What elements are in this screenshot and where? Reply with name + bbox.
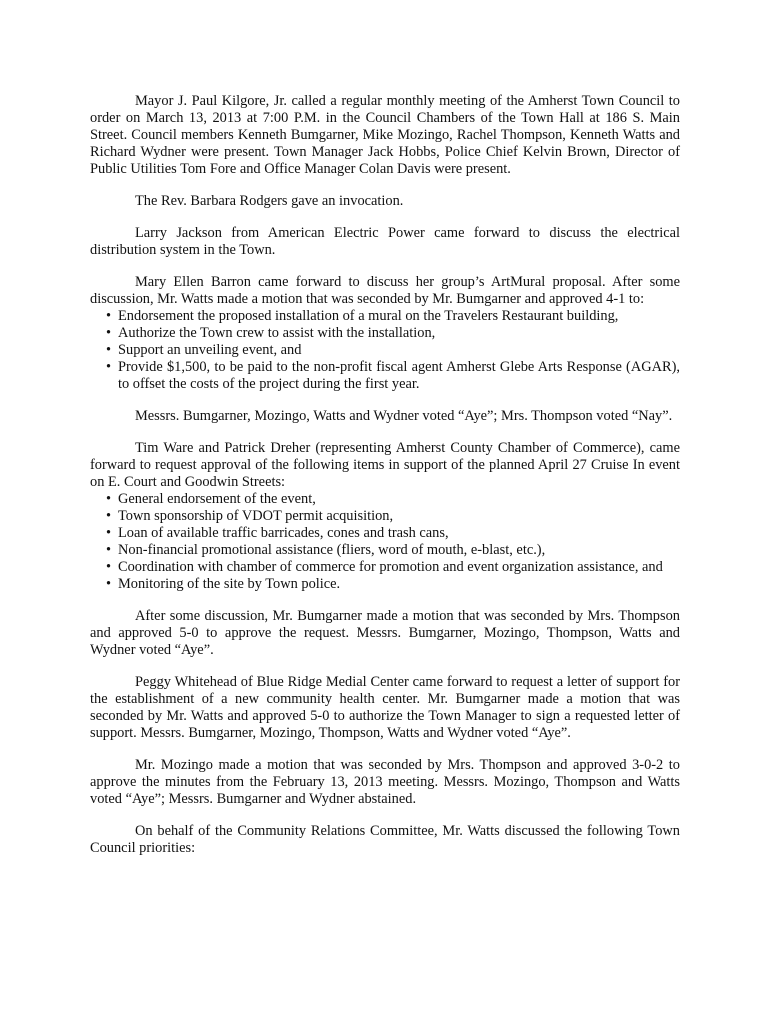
paragraph-community-relations: On behalf of the Community Relations Committee, Mr. Watts discussed the following Town Council priorities: — [90, 823, 680, 856]
paragraph-cruise-in-vote: After some discussion, Mr. Bumgarner made a motion that was seconded by Mrs. Thompson and approved 5-0 to approve the request. Messrs. Bumgarner, Mozingo, Thompson, Watts and Wydner voted “Aye”. — [90, 608, 680, 658]
list-item: • Loan of available traffic barricades, cones and trash cans, — [118, 525, 680, 542]
list-item: • Provide $1,500, to be paid to the non-profit fiscal agent Amherst Glebe Arts Response (AGAR), to offset the costs of the project during the first year. — [118, 359, 680, 393]
list-item: • Support an unveiling event, and — [118, 342, 680, 359]
list-item: • Town sponsorship of VDOT permit acquisition, — [118, 508, 680, 525]
paragraph-artmural-motion: Mary Ellen Barron came forward to discuss her group’s ArtMural proposal. After some discussion, Mr. Watts made a motion that was seconded by Mr. Bumgarner and approved 4-1 to: — [90, 274, 680, 307]
cruise-items-list — [90, 491, 680, 593]
list-item: • General endorsement of the event, — [118, 491, 680, 508]
paragraph-cruise-in-request: Tim Ware and Patrick Dreher (representing Amherst County Chamber of Commerce), came forward to request approval of the following items in support of the planned April 27 Cruise In event on E. Court and Goodwin Streets: — [90, 440, 680, 490]
paragraph-meeting-opening: Mayor J. Paul Kilgore, Jr. called a regular monthly meeting of the Amherst Town Council to order on March 13, 2013 at 7:00 P.M. in the Council Chambers of the Town Hall at 186 S. Main Street. Council members Kenneth Bumgarner, Mike Mozingo, Rachel Thompson, Kenneth Watts and Richard Wydner were present. Town Manager Jack Hobbs, Police Chief Kelvin Brown, Director of Public Utilities Tom Fore and Office Manager Colan Davis were present. — [90, 93, 680, 177]
list-item: • Monitoring of the site by Town police. — [118, 576, 680, 593]
document-page — [90, 93, 680, 872]
list-item: • Authorize the Town crew to assist with the installation, — [118, 325, 680, 342]
paragraph-aep-discussion: Larry Jackson from American Electric Power came forward to discuss the electrical distribution system in the Town. — [90, 225, 680, 258]
list-item: • Non-financial promotional assistance (fliers, word of mouth, e-blast, etc.), — [118, 542, 680, 559]
paragraph-invocation: The Rev. Barbara Rodgers gave an invocation. — [135, 193, 404, 209]
paragraph-minutes-approval: Mr. Mozingo made a motion that was seconded by Mrs. Thompson and approved 3-0-2 to approve the minutes from the February 13, 2013 meeting. Messrs. Mozingo, Thompson and Watts voted “Aye”; Messrs. Bumgarner and Wydner abstained. — [90, 757, 680, 807]
list-item: • Endorsement the proposed installation of a mural on the Travelers Restaurant building, — [118, 308, 680, 325]
paragraph-health-center-letter: Peggy Whitehead of Blue Ridge Medial Center came forward to request a letter of support for the establishment of a new community health center. Mr. Bumgarner made a motion that was seconded by Mr. Watts and approved 5-0 to authorize the Town Manager to sign a requested letter of support. Messrs. Bumgarner, Mozingo, Thompson, Watts and Wydner voted “Aye”. — [90, 674, 680, 741]
paragraph-mural-vote: Messrs. Bumgarner, Mozingo, Watts and Wydner voted “Aye”; Mrs. Thompson voted “Nay”. — [135, 408, 673, 424]
mural-items-list — [90, 308, 680, 393]
list-item: • Coordination with chamber of commerce for promotion and event organization assistance, and — [118, 559, 680, 576]
